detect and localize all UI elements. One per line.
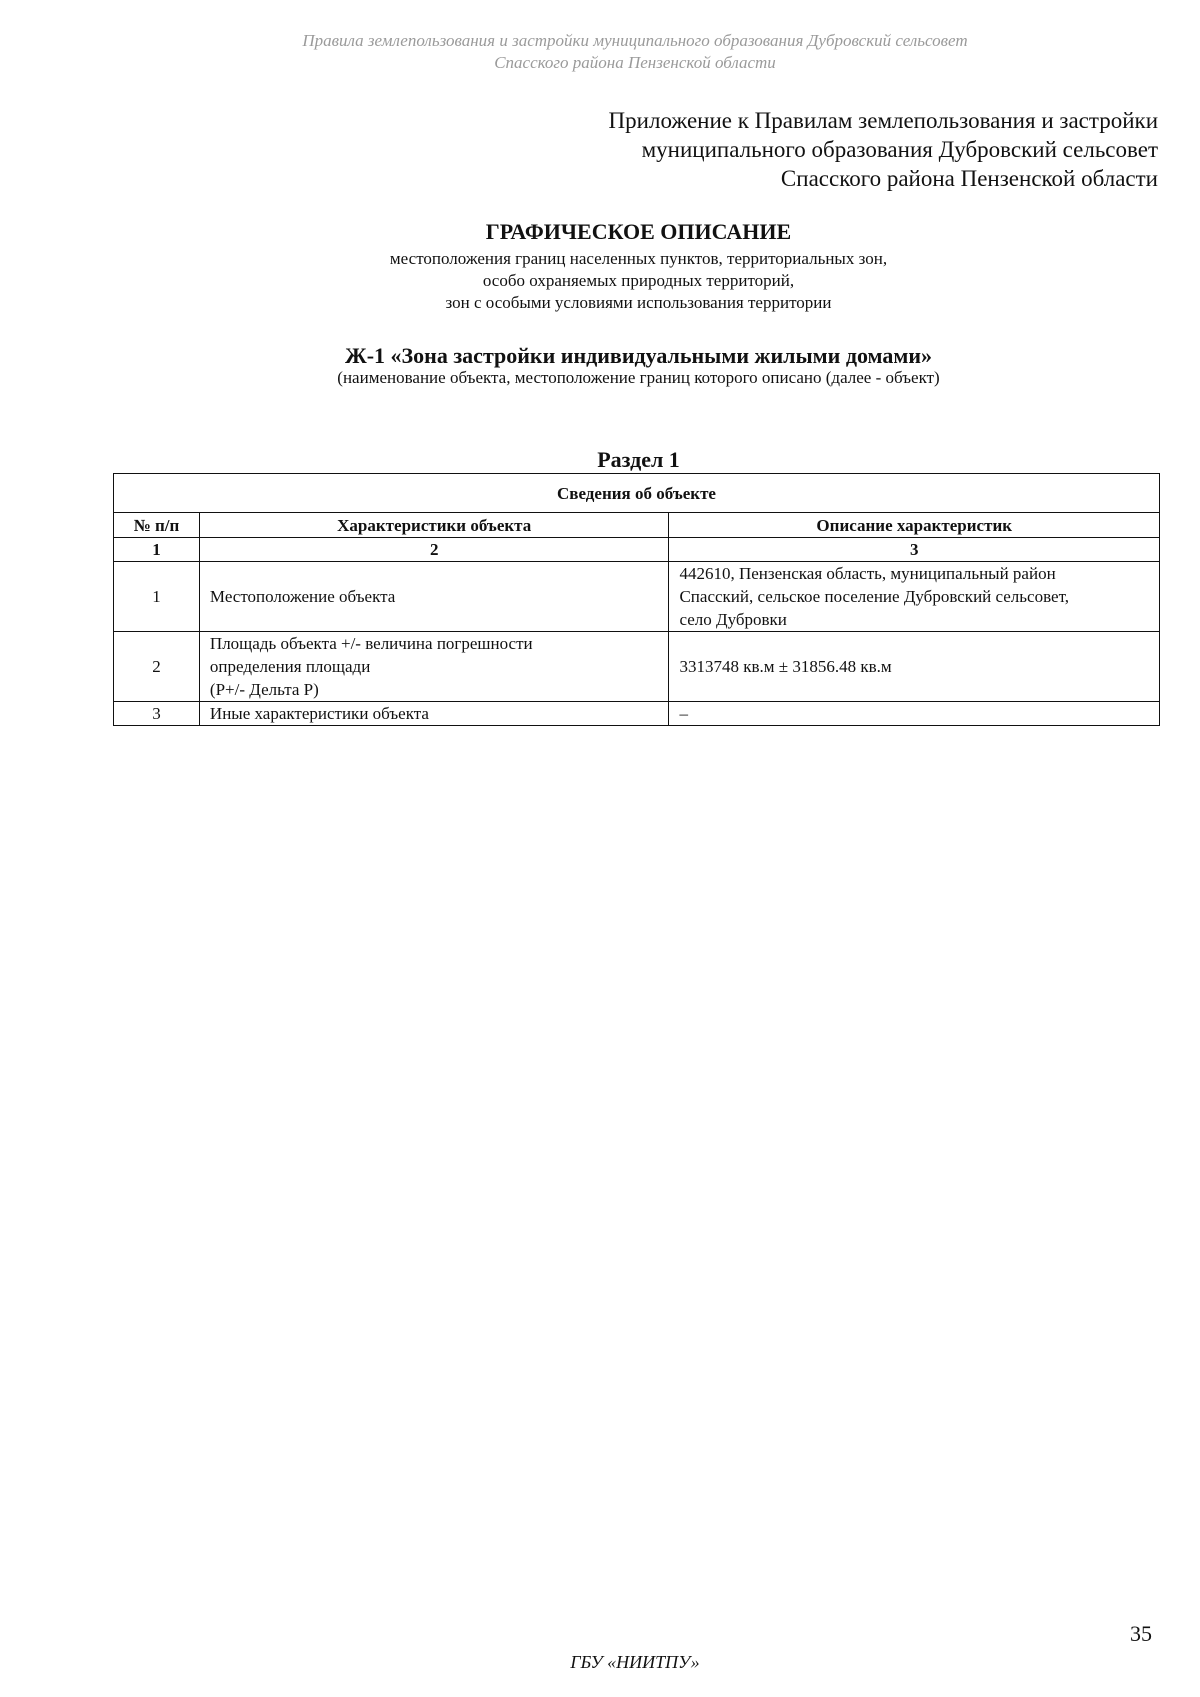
characteristic-line: (Р+/- Дельта Р): [209, 680, 319, 699]
page-number: 35: [1130, 1621, 1152, 1646]
header-number: № п/п: [114, 513, 200, 538]
column-number-2: 2: [199, 538, 669, 562]
row-description: [669, 632, 1160, 702]
table-row: [114, 632, 1160, 702]
description-line: 3313748 кв.м ± 31856.48 кв.м: [679, 657, 892, 676]
footer-organization: ГБУ «НИИТПУ»: [570, 1652, 700, 1672]
description-line: –: [679, 704, 688, 723]
row-characteristic: [199, 702, 669, 726]
description-line: село Дубровки: [679, 610, 787, 629]
row-number: 1: [114, 562, 200, 632]
table-caption-row: [114, 474, 1160, 513]
object-caption: (наименование объекта, местоположение границ которого описано (далее - объект): [337, 368, 940, 387]
appendix-line-2: муниципального образования Дубровский сельсовет: [641, 137, 1158, 162]
table-row: [114, 562, 1160, 632]
column-number-row: [114, 538, 1160, 562]
characteristic-line: Местоположение объекта: [209, 587, 396, 606]
description-line: Спасский, сельское поселение Дубровский сельсовет,: [679, 587, 1069, 606]
document-title: ГРАФИЧЕСКОЕ ОПИСАНИЕ: [485, 219, 792, 244]
running-header-line-2: Спасского района Пензенской области: [494, 53, 776, 72]
subtitle-line-1: местоположения границ населенных пунктов, территориальных зон,: [389, 249, 888, 268]
row-description: [669, 702, 1160, 726]
row-number: 3: [114, 702, 200, 726]
subtitle-line-3: зон с особыми условиями использования территории: [445, 293, 832, 312]
column-number-3: 3: [669, 538, 1160, 562]
row-characteristic: [199, 562, 669, 632]
object-info-table: [113, 473, 1160, 726]
object-name: Ж-1 «Зона застройки индивидуальными жилыми домами»: [344, 343, 933, 368]
appendix-line-3: Спасского района Пензенской области: [780, 166, 1158, 191]
appendix-line-1: Приложение к Правилам землепользования и застройки: [608, 108, 1158, 133]
document-subtitle: [0, 248, 1200, 314]
row-characteristic: [199, 632, 669, 702]
table-header-row: [114, 513, 1160, 538]
table-caption: Сведения об объекте: [114, 474, 1160, 513]
characteristic-line: Иные характеристики объекта: [209, 704, 429, 723]
running-header: [0, 30, 1200, 74]
header-characteristic: Характеристики объекта: [199, 513, 669, 538]
row-description: [669, 562, 1160, 632]
column-number-1: 1: [114, 538, 200, 562]
description-line: 442610, Пензенская область, муниципальный район: [679, 564, 1056, 583]
row-number: 2: [114, 632, 200, 702]
subtitle-line-2: особо охраняемых природных территорий,: [482, 271, 795, 290]
characteristic-line: определения площади: [209, 657, 371, 676]
header-description: Описание характеристик: [669, 513, 1160, 538]
section-title: Раздел 1: [597, 447, 680, 472]
appendix-note: [458, 106, 1158, 193]
running-header-line-1: Правила землепользования и застройки муниципального образования Дубровский сельсовет: [302, 31, 968, 50]
characteristic-line: Площадь объекта +/- величина погрешности: [209, 634, 533, 653]
table-row: [114, 702, 1160, 726]
